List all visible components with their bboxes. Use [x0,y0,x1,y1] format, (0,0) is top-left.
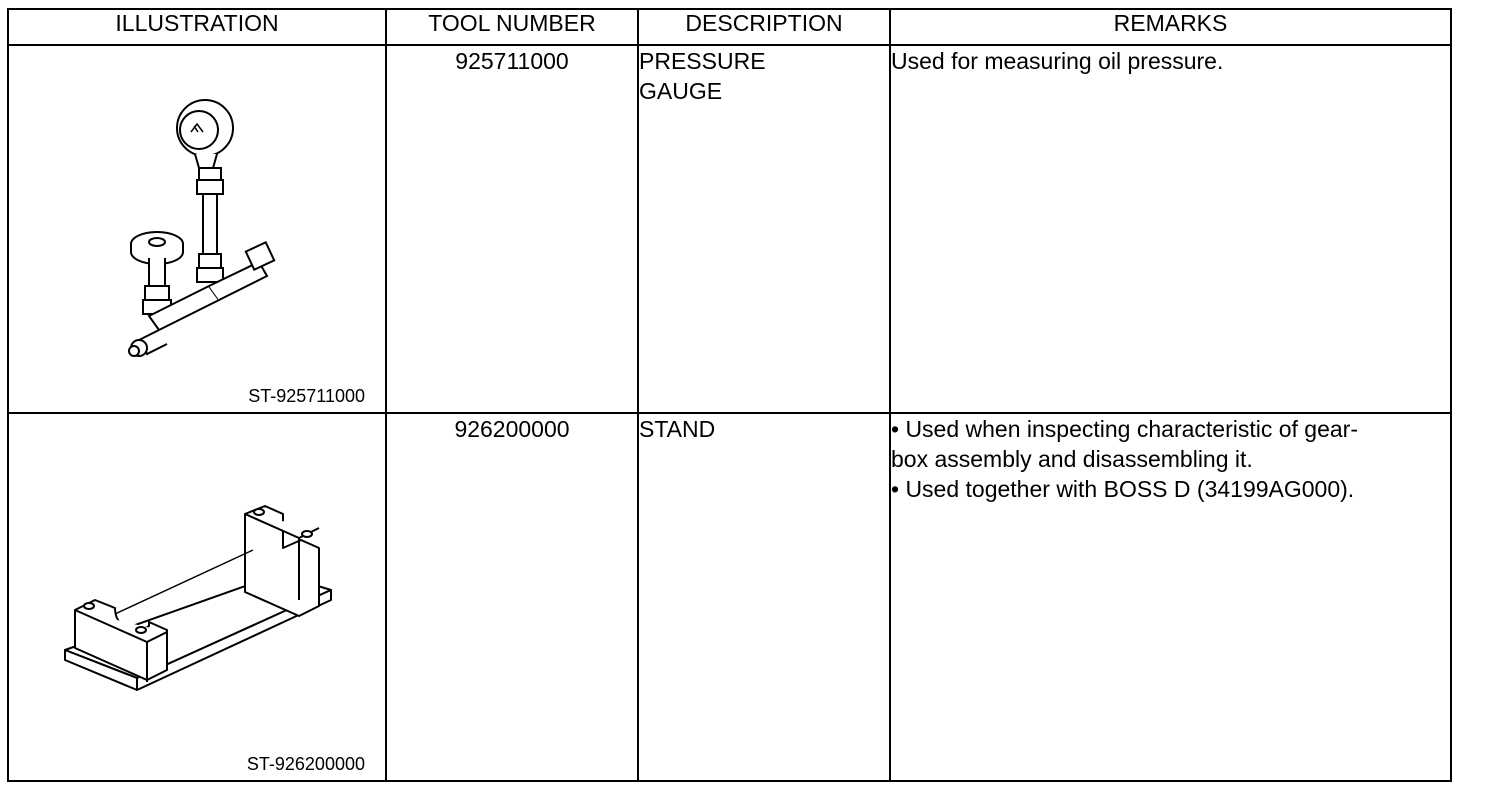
description-line: STAND [639,416,716,442]
remarks-cell [890,45,1451,413]
illustration-label: ST-926200000 [246,754,365,774]
remark-text: Used for measuring oil pressure. [891,48,1224,74]
description-line: PRESSURE [639,48,766,74]
table-row [8,413,1451,781]
stand-illustration [9,414,387,780]
illustration-label: ST-925711000 [248,386,365,406]
remark-bullet: • Used when inspecting characteristic of gear- [891,416,1358,442]
pressure-gauge-illustration [9,46,387,412]
remarks-cell [890,413,1451,781]
tool-number-cell: 925711000 [386,45,638,413]
description-cell [638,413,890,781]
remark-bullet: • Used together with BOSS D (34199AG000). [891,476,1355,502]
header-remarks: REMARKS [890,9,1451,45]
header-tool-number: TOOL NUMBER [386,9,638,45]
table-row [8,45,1451,413]
illustration-cell [8,45,386,413]
special-tools-table [7,8,1452,782]
tool-number-cell: 926200000 [386,413,638,781]
table-header-row [8,9,1451,45]
remark-bullet-continuation: box assembly and disassembling it. [891,446,1253,472]
illustration-cell [8,413,386,781]
description-line: GAUGE [639,78,723,104]
description-cell [638,45,890,413]
header-description: DESCRIPTION [638,9,890,45]
header-illustration: ILLUSTRATION [8,9,386,45]
